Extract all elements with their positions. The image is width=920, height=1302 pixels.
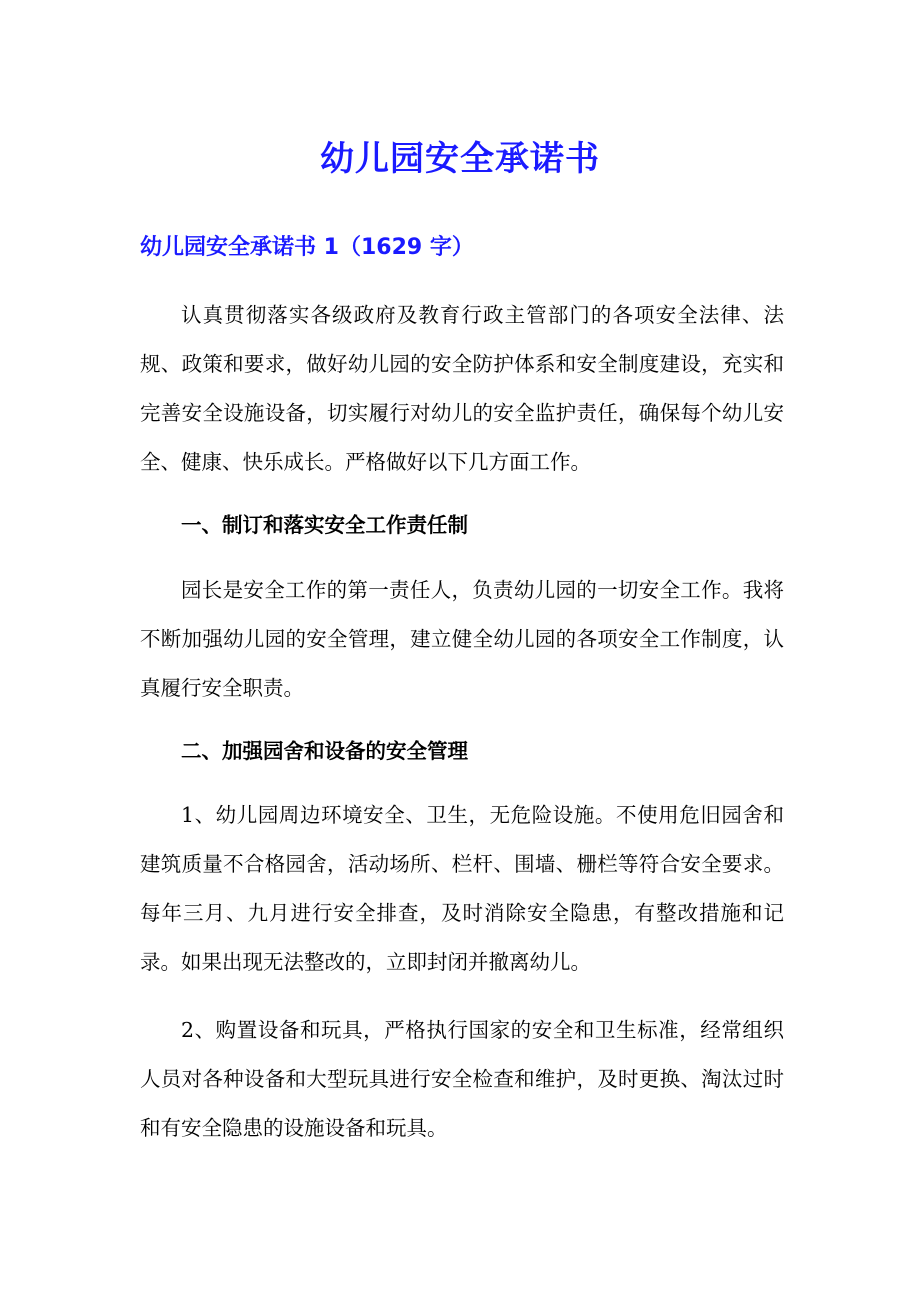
section-heading: 幼儿园安全承诺书 1（1629 字） — [140, 235, 474, 260]
paragraph-equipment-toys: 2、购置设备和玩具，严格执行国家的安全和卫生标准，经常组织人员对各种设备和大型玩具进行安全检查和维护，及时更换、淘汰过时和有安全隐患的设施设备和玩具。 — [140, 1018, 784, 1140]
paragraph-director-responsibility: 园长是安全工作的第一责任人，负责幼儿园的一切安全工作。我将不断加强幼儿园的安全管理，建立健全幼儿园的各项安全工作制度，认真履行安全职责。 — [140, 578, 784, 700]
document-title: 幼儿园安全承诺书 — [320, 139, 600, 179]
paragraph-environment-safety: 1、幼儿园周边环境安全、卫生，无危险设施。不使用危旧园舍和建筑质量不合格园舍，活动场所、栏杆、围墙、栅栏等符合安全要求。每年三月、九月进行安全排查，及时消除安全隐患，有整改措施和记录。如果出现无法整改的，立即封闭并撤离幼儿。 — [140, 803, 784, 974]
subheading-facility-management: 二、加强园舍和设备的安全管理 — [181, 739, 468, 763]
paragraph-intro: 认真贯彻落实各级政府及教育行政主管部门的各项安全法律、法规、政策和要求，做好幼儿园的安全防护体系和安全制度建设，充实和完善安全设施设备，切实履行对幼儿的安全监护责任，确保每个幼儿安全、健康、快乐成长。严格做好以下几方面工作。 — [140, 303, 784, 474]
subheading-responsibility: 一、制订和落实安全工作责任制 — [181, 513, 468, 537]
